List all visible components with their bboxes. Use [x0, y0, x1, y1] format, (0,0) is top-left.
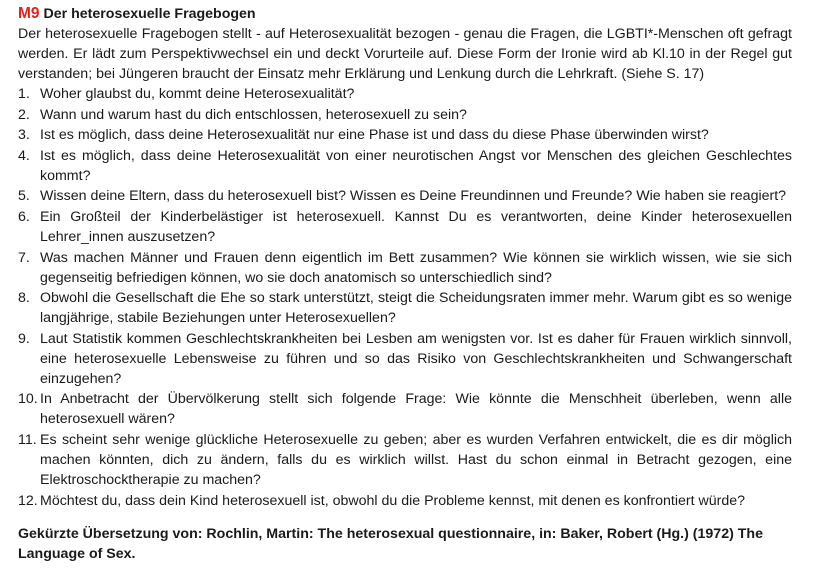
question-text: Ist es möglich, dass deine Heterosexualität nur eine Phase ist und dass du diese Phase überwinden wirst?: [40, 127, 709, 144]
question-text: Woher glaubst du, kommt deine Heterosexualität?: [40, 86, 355, 102]
question-text: Es scheint sehr wenige glückliche Heterosexuelle zu geben; aber es wurden Verfahren entwickelt, die es dir möglich machen könnten, dich zu ändern, falls du es wirklich willst. Hast du schon einmal in Betracht gezogen, eine Elektroschocktherapie zu machen?: [40, 431, 792, 488]
worksheet-heading: [18, 4, 792, 24]
question-text: In Anbetracht der Übervölkerung stellt sich folgende Frage: Wie könnte die Menschheit überleben, wenn alle heterosexuell wären?: [40, 391, 792, 428]
question-number: 5.: [18, 188, 30, 205]
question-text: Ein Großteil der Kinderbelästiger ist heterosexuell. Kannst Du es verantworten, deine Kinder heterosexuellen Lehrer_innen auszusetzen?: [40, 208, 792, 245]
material-code: M9: [18, 5, 40, 22]
list-item: [18, 125, 792, 145]
question-number: 8.: [18, 290, 30, 307]
intro-paragraph: Der heterosexuelle Fragebogen stellt - auf Heterosexualität bezogen - genau die Fragen, die LGBTI*-Menschen oft gefragt werden. Er lädt zum Perspektivwechsel ein und deckt Vorurteile auf. Diese Form der Ironie wird ab Kl.10 in der Regel gut verstanden; bei Jüngeren braucht der Einsatz mehr Erklärung und Lenkung durch die Lehrkraft. (Siehe S. 17): [18, 26, 792, 82]
list-item: [18, 329, 792, 389]
source-citation: Gekürzte Übersetzung von: Rochlin, Martin: The heterosexual questionnaire, in: Baker, Robert (Hg.) (1972) The Language of Sex.: [18, 525, 763, 562]
list-item: [18, 288, 792, 328]
question-number: 4.: [18, 147, 30, 164]
question-number: 7.: [18, 249, 30, 266]
list-item: [18, 186, 792, 206]
question-text: Wann und warum hast du dich entschlossen, heterosexuell zu sein?: [40, 106, 467, 123]
question-text: Obwohl die Gesellschaft die Ehe so stark unterstützt, steigt die Scheidungsraten immer mehr. Warum gibt es so wenige langjährige, stabile Beziehungen unter Heterosexuellen?: [40, 290, 792, 327]
question-text: Ist es möglich, dass deine Heterosexualität von einer neurotischen Angst vor Menschen des gleichen Geschlechtes kommt?: [40, 147, 792, 184]
question-number: 11.: [18, 431, 37, 448]
worksheet-title: Der heterosexuelle Fragebogen: [43, 6, 256, 22]
question-number: 12.: [18, 492, 38, 509]
question-text: Was machen Männer und Frauen denn eigentlich im Bett zusammen? Wie können sie wirklich wissen, wie sie sich gegenseitig befriedigen können, wo sie doch anatomisch so unterschiedlich sind?: [40, 249, 792, 286]
question-number: 10.: [18, 391, 38, 408]
question-number: 2.: [18, 106, 30, 123]
list-item: [18, 207, 792, 247]
list-item: [18, 146, 792, 186]
list-item: [18, 389, 792, 429]
list-item: [18, 105, 792, 125]
question-number: 9.: [18, 330, 30, 347]
question-text: Wissen deine Eltern, dass du heterosexuell bist? Wissen es Deine Freundinnen und Freunde? Wie haben sie reagiert?: [40, 188, 787, 205]
question-number: 6.: [18, 208, 30, 225]
list-item: [18, 248, 792, 288]
question-number: 3.: [18, 127, 30, 144]
question-list: [18, 84, 792, 511]
list-item: [18, 430, 792, 490]
question-number: 1.: [18, 86, 30, 102]
question-text: Möchtest du, dass dein Kind heterosexuell ist, obwohl du die Probleme kennst, mit denen es konfrontiert würde?: [40, 492, 746, 509]
list-item: [18, 491, 792, 511]
question-text: Laut Statistik kommen Geschlechtskrankheiten bei Lesben am wenigsten vor. Ist es daher für Frauen wirklich sinnvoll, eine heterosexuelle Lebensweise zu führen und so das Risiko von Geschlechtskrankheiten und Schwangerschaft einzugehen?: [40, 330, 792, 387]
list-item: [18, 84, 792, 104]
